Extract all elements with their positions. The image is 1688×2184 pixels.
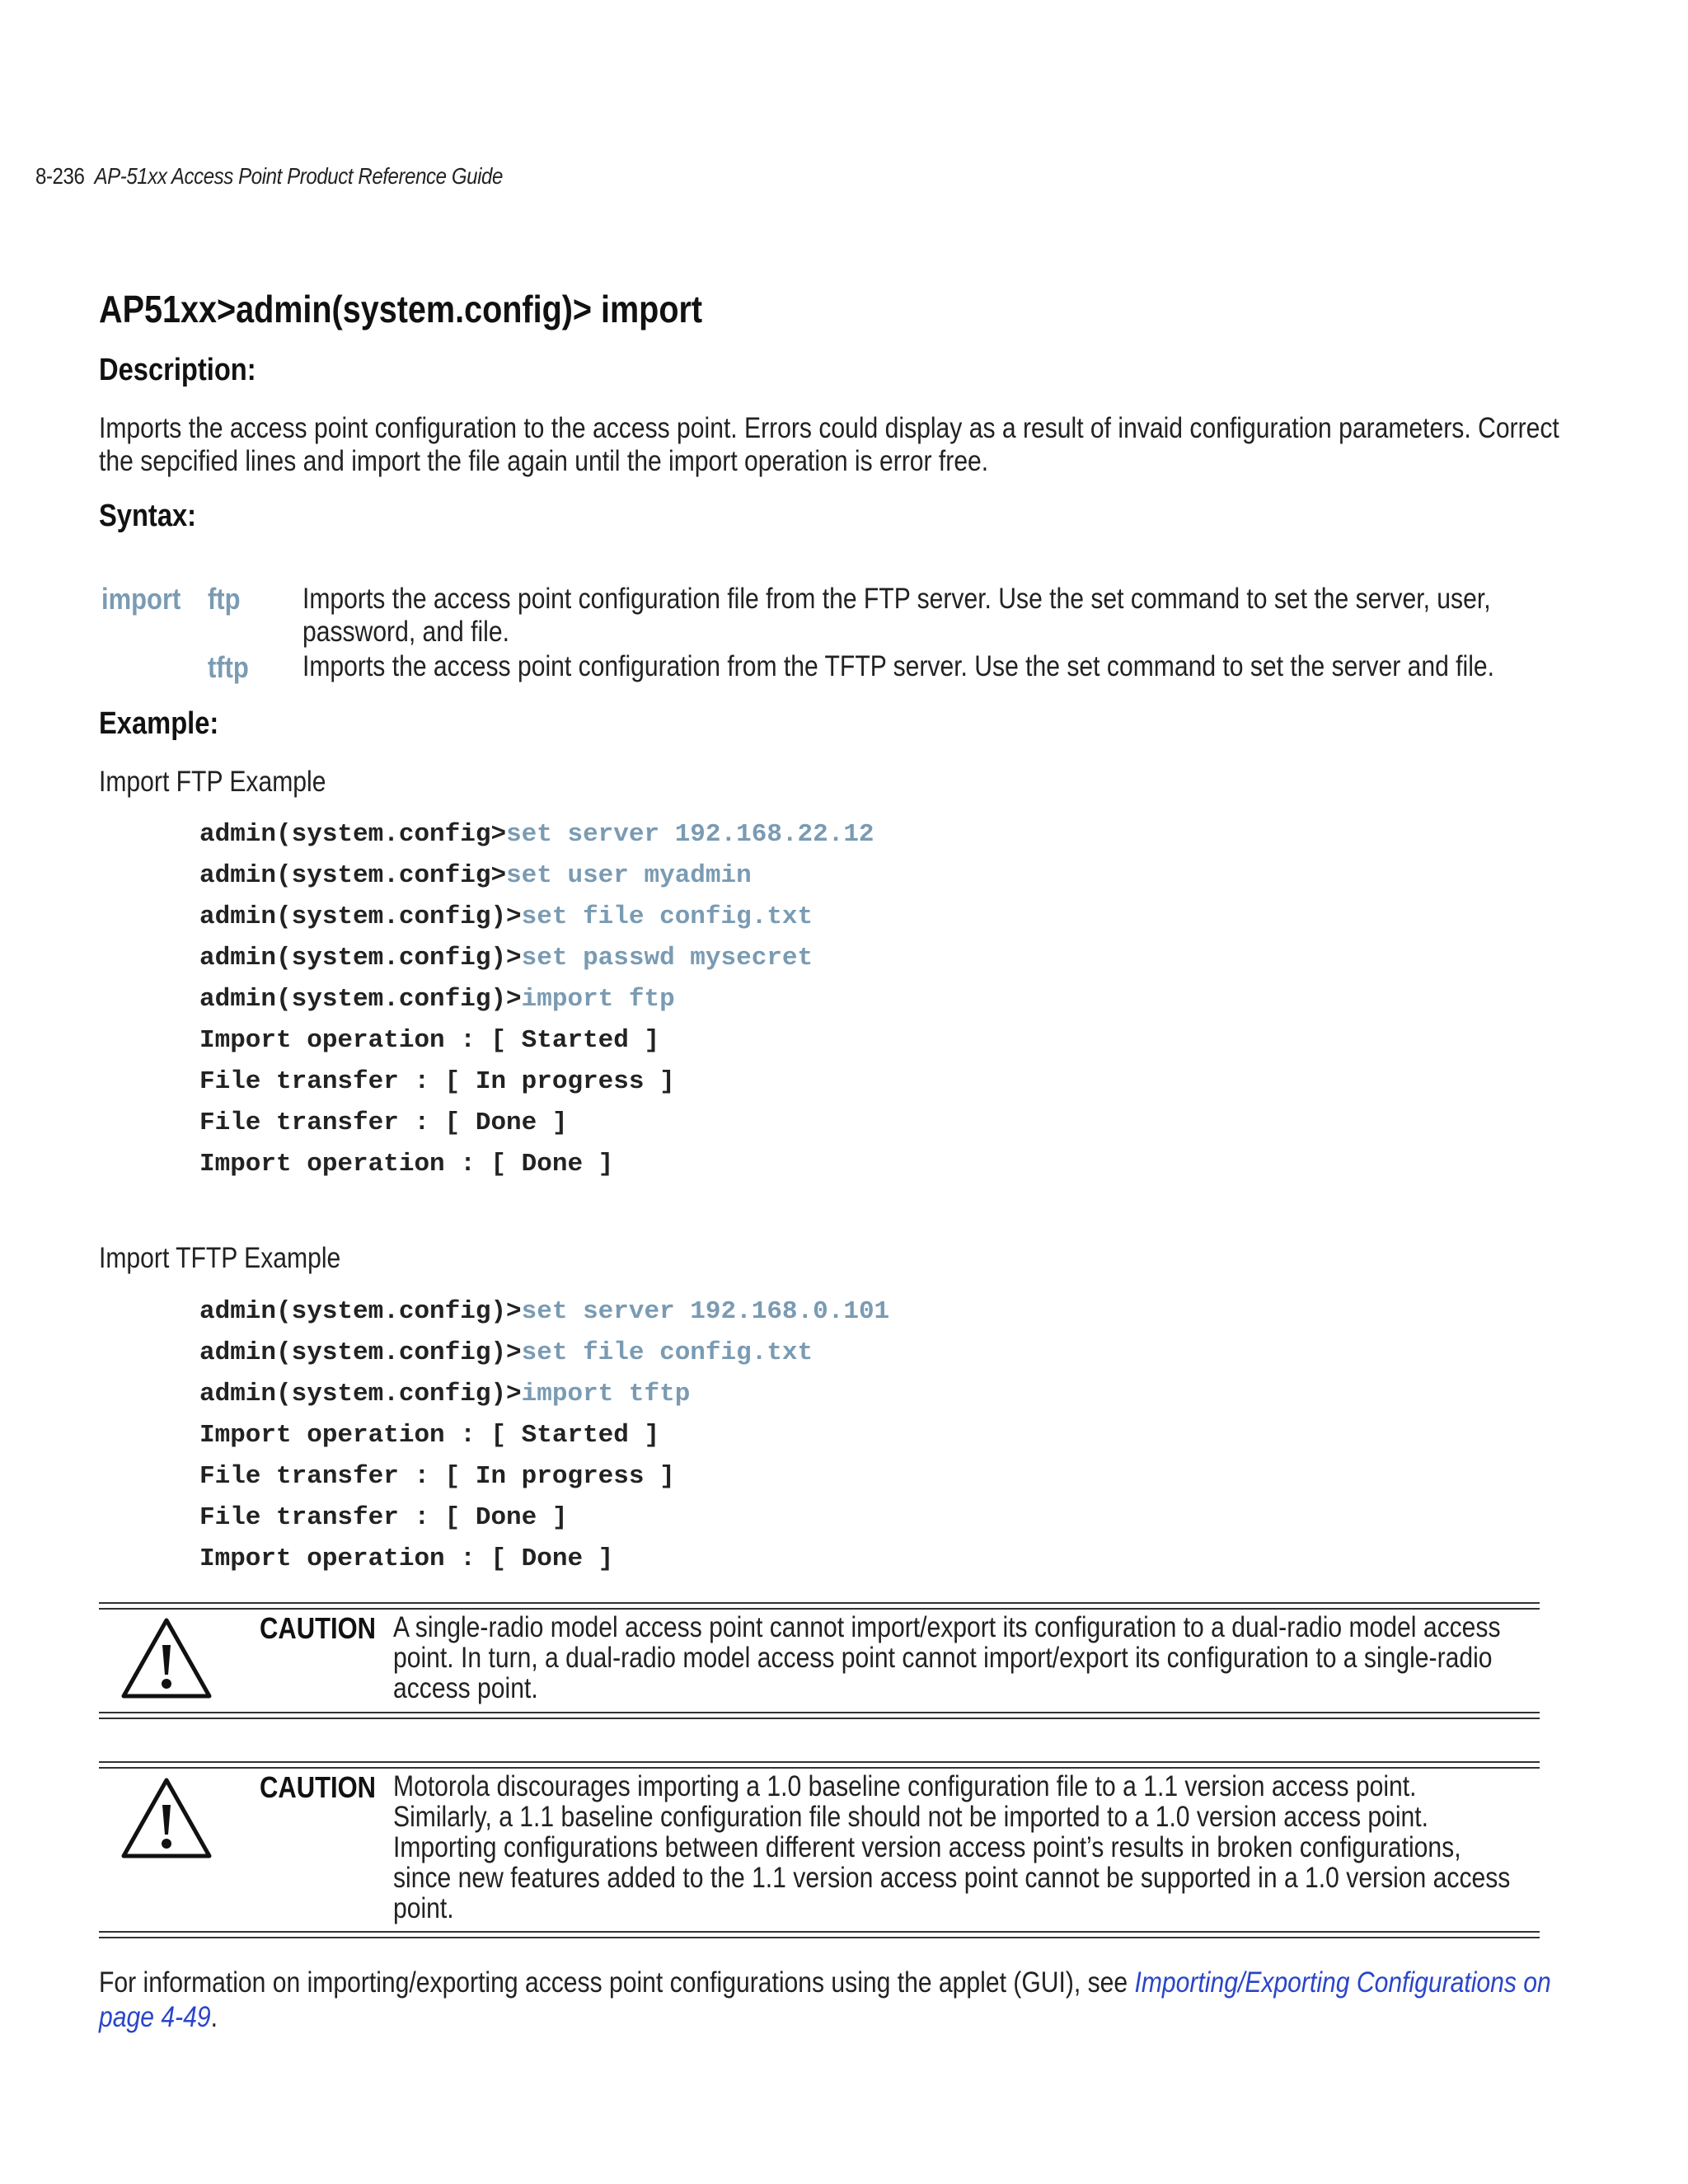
example-heading: Example: — [99, 706, 219, 741]
command-heading: AP51xx>admin(system.config)> import — [99, 288, 703, 330]
footer-note: For information on importing/exporting access point configurations using the applet (GUI), see Importing/Exporting Configurations on — [99, 1966, 1551, 1999]
code-line: Import operation : [ Done ] — [199, 1150, 614, 1179]
caution-text: A single-radio model access point cannot import/export its configuration to a dual-radio model access — [393, 1611, 1501, 1643]
page-number: 8-236 — [35, 163, 85, 189]
syntax-param-ftp: ftp — [208, 582, 241, 616]
caution-text: Motorola discourages importing a 1.0 baseline configuration file to a 1.1 version access point. — [393, 1770, 1417, 1802]
code-line: File transfer : [ Done ] — [199, 1503, 568, 1532]
caution-text: Importing configurations between different version access point’s results in broken configurations, — [393, 1831, 1461, 1863]
caution-text: access point. — [393, 1672, 538, 1704]
syntax-heading: Syntax: — [99, 499, 197, 533]
code-line: admin(system.config)>set file config.txt — [199, 902, 814, 931]
tftp-example-label: Import TFTP Example — [99, 1242, 341, 1274]
code-line: File transfer : [ In progress ] — [199, 1067, 675, 1096]
ftp-example-label: Import FTP Example — [99, 766, 326, 798]
xref-link[interactable]: page 4-49 — [99, 2001, 211, 2033]
code-line: admin(system.config)>set passwd mysecret — [199, 944, 814, 972]
caution-text: point. In turn, a dual-radio model access point cannot import/export its configuration to a single-radio — [393, 1642, 1493, 1674]
param-description: Imports the access point configuration file from the FTP server. Use the set command to set the server, user, — [302, 583, 1491, 615]
param-description: Imports the access point configuration from the TFTP server. Use the set command to set the server and file. — [302, 650, 1495, 682]
warning-triangle-icon — [120, 1777, 213, 1859]
xref-link[interactable]: Importing/Exporting Configurations on — [1134, 1966, 1551, 1999]
caution-text: Similarly, a 1.1 baseline configuration file should not be imported to a 1.0 version access point. — [393, 1801, 1428, 1833]
guide-title: AP-51xx Access Point Product Reference Guide — [94, 163, 503, 189]
caution-text: since new features added to the 1.1 version access point cannot be supported in a 1.0 version access — [393, 1862, 1511, 1894]
caution-text: point. — [393, 1892, 454, 1924]
syntax-param-tftp: tftp — [208, 650, 249, 684]
code-line: admin(system.config)>import tftp — [199, 1380, 691, 1408]
code-line: Import operation : [ Started ] — [199, 1026, 660, 1055]
code-line: admin(system.config)>set file config.txt — [199, 1338, 814, 1367]
running-header — [35, 163, 503, 190]
caution-rule — [99, 1712, 1540, 1713]
caution-label: CAUTION — [260, 1770, 377, 1804]
code-line: Import operation : [ Done ] — [199, 1544, 614, 1573]
description-heading: Description: — [99, 353, 256, 387]
caution-rule — [99, 1602, 1540, 1604]
code-line: admin(system.config>set server 192.168.22.12 — [199, 820, 874, 849]
description-line: Imports the access point configuration to the access point. Errors could display as a result of invaid configuration parameters. Correct — [99, 412, 1559, 444]
footer-note: page 4-49. — [99, 2001, 218, 2033]
description-line: the sepcified lines and import the file again until the import operation is error free. — [99, 445, 989, 477]
caution-rule — [99, 1767, 1540, 1769]
param-description: password, and file. — [302, 616, 509, 648]
caution-rule — [99, 1718, 1540, 1719]
syntax-command: import — [101, 582, 181, 616]
caution-rule — [99, 1761, 1540, 1763]
caution-label: CAUTION — [260, 1611, 377, 1645]
code-line: Import operation : [ Started ] — [199, 1421, 660, 1450]
code-line: File transfer : [ Done ] — [199, 1108, 568, 1137]
code-line: admin(system.config>set user myadmin — [199, 861, 752, 890]
code-line: File transfer : [ In progress ] — [199, 1462, 675, 1491]
caution-rule — [99, 1937, 1540, 1938]
code-line: admin(system.config)>set server 192.168.0.101 — [199, 1297, 890, 1326]
warning-triangle-icon — [120, 1617, 213, 1699]
caution-rule — [99, 1608, 1540, 1610]
caution-rule — [99, 1931, 1540, 1933]
code-line: admin(system.config)>import ftp — [199, 985, 675, 1014]
